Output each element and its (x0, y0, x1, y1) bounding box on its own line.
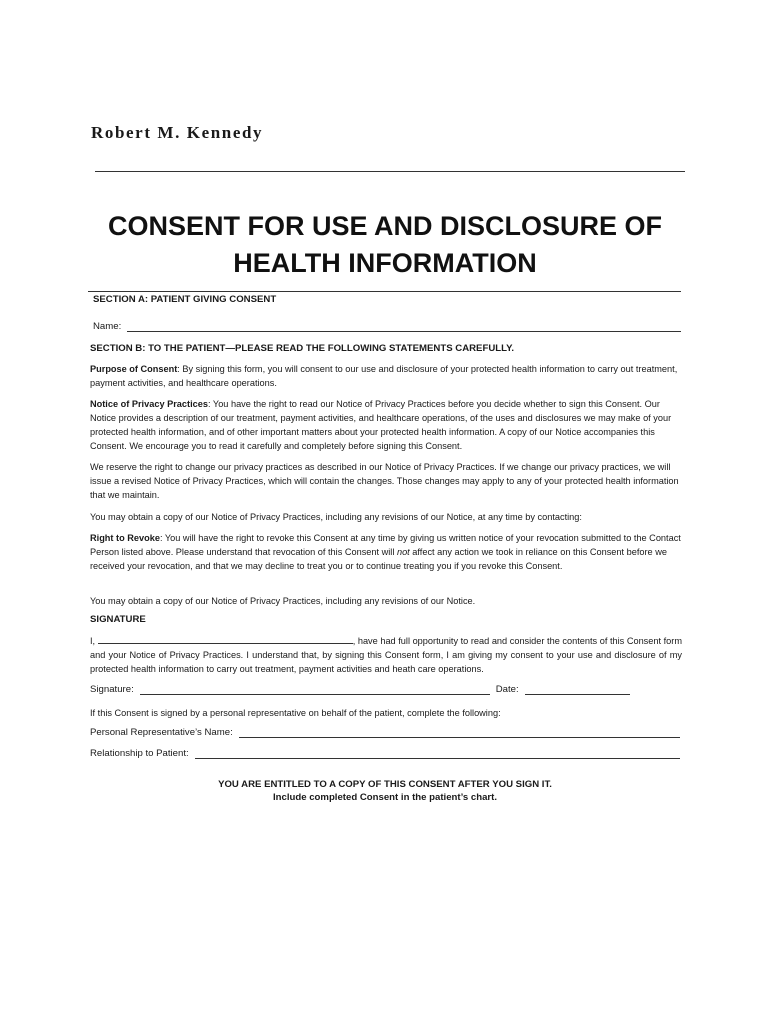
patient-name-label: Name: (93, 321, 122, 332)
notice-label: Notice of Privacy Practices (90, 399, 208, 409)
notice-text: : You have the right to read our Notice of Privacy Practices before you decide whether to sign this Consent. Our Notice provides a description of our treatment, payment activities, and healthcare operations, of the uses and disclosures we may make of your protected health information, and of other important matters about your protected health information. A copy of our Notice accompanies this Consent. We encourage you to read it carefully and completely before signing this Consent. (90, 399, 672, 451)
section-a-heading: SECTION A: PATIENT GIVING CONSENT (93, 294, 277, 305)
entitled-line: YOU ARE ENTITLED TO A COPY OF THIS CONSENT AFTER YOU SIGN IT. (218, 779, 552, 790)
date-label: Date: (495, 684, 519, 695)
signature-field[interactable] (140, 685, 490, 695)
title-line-2: HEALTH INFORMATION (233, 248, 537, 278)
header-divider (95, 171, 685, 172)
purpose-label: Purpose of Consent (90, 364, 178, 374)
reserve-paragraph: We reserve the right to change our privacy practices as described in our Notice of Privacy Practices. If we change our privacy practices, we will issue a revised Notice of Privacy Practices, which will contain the changes. Those changes may apply to any of your protected health information that we maintain. (90, 462, 679, 500)
revoke-label: Right to Revoke (90, 533, 160, 543)
signature-heading: SIGNATURE (90, 614, 146, 625)
signature-row (90, 684, 630, 695)
relationship-row (90, 748, 680, 759)
notice-paragraph (90, 397, 682, 453)
acknowledgement-paragraph (90, 634, 682, 676)
title-line-1: CONSENT FOR USE AND DISCLOSURE OF (107, 211, 663, 241)
representative-name-field[interactable] (239, 727, 680, 738)
acknowledgement-name-field[interactable] (98, 634, 353, 644)
purpose-paragraph (90, 362, 682, 390)
purpose-text: : By signing this form, you will consent to our use and disclosure of your protected health information to carry out treatment, payment activities, and healthcare operations. (90, 364, 678, 388)
obtain-copy-paragraph-2: You may obtain a copy of our Notice of Privacy Practices, including any revisions of our Notice. (90, 596, 476, 606)
signature-label: Signature: (90, 684, 134, 695)
document-title (60, 208, 710, 282)
revoke-paragraph (90, 531, 682, 573)
copy-entitlement-notice (90, 778, 680, 804)
include-line: Include completed Consent in the patient’s chart. (272, 792, 498, 803)
revoke-text-a: : You will have the right to revoke this Consent at any time by giving us written notice of your revocation submitted to the Contact Person listed above. Please understand that revocation of this Consent will (90, 533, 681, 557)
date-field[interactable] (525, 685, 630, 695)
representative-name-label: Personal Representative’s Name: (90, 727, 233, 738)
section-b-heading: SECTION B: TO THE PATIENT—PLEASE READ THE FOLLOWING STATEMENTS CAREFULLY. (90, 343, 515, 354)
relationship-label: Relationship to Patient: (90, 748, 189, 759)
revoke-text-not: not (396, 547, 410, 557)
revoke-text-b: affect any action we took in reliance on this Consent before we received your revocation, and that we may decline to treat you or to continue treating you if you revoke this Consent. (90, 547, 667, 571)
relationship-field[interactable] (195, 748, 680, 759)
obtain-copy-paragraph: You may obtain a copy of our Notice of Privacy Practices, including any revisions of our Notice, at any time by contacting: (90, 512, 582, 522)
practitioner-name: Robert M. Kennedy (91, 123, 264, 142)
acknowledgement-prefix: I, (90, 636, 96, 646)
representative-name-row (90, 727, 680, 738)
patient-name-field[interactable] (127, 321, 681, 332)
patient-name-row (93, 321, 681, 332)
representative-note: If this Consent is signed by a personal representative on behalf of the patient, complete the following: (90, 708, 501, 718)
acknowledgement-text: , have had full opportunity to read and consider the contents of this Consent form and your Notice of Privacy Practices. I understand that, by signing this Consent form, I am giving my consent to your use and disclosure of my protected health information to carry out treatment, payment activities and heath care operations. (90, 636, 683, 674)
section-a-divider (88, 291, 681, 292)
